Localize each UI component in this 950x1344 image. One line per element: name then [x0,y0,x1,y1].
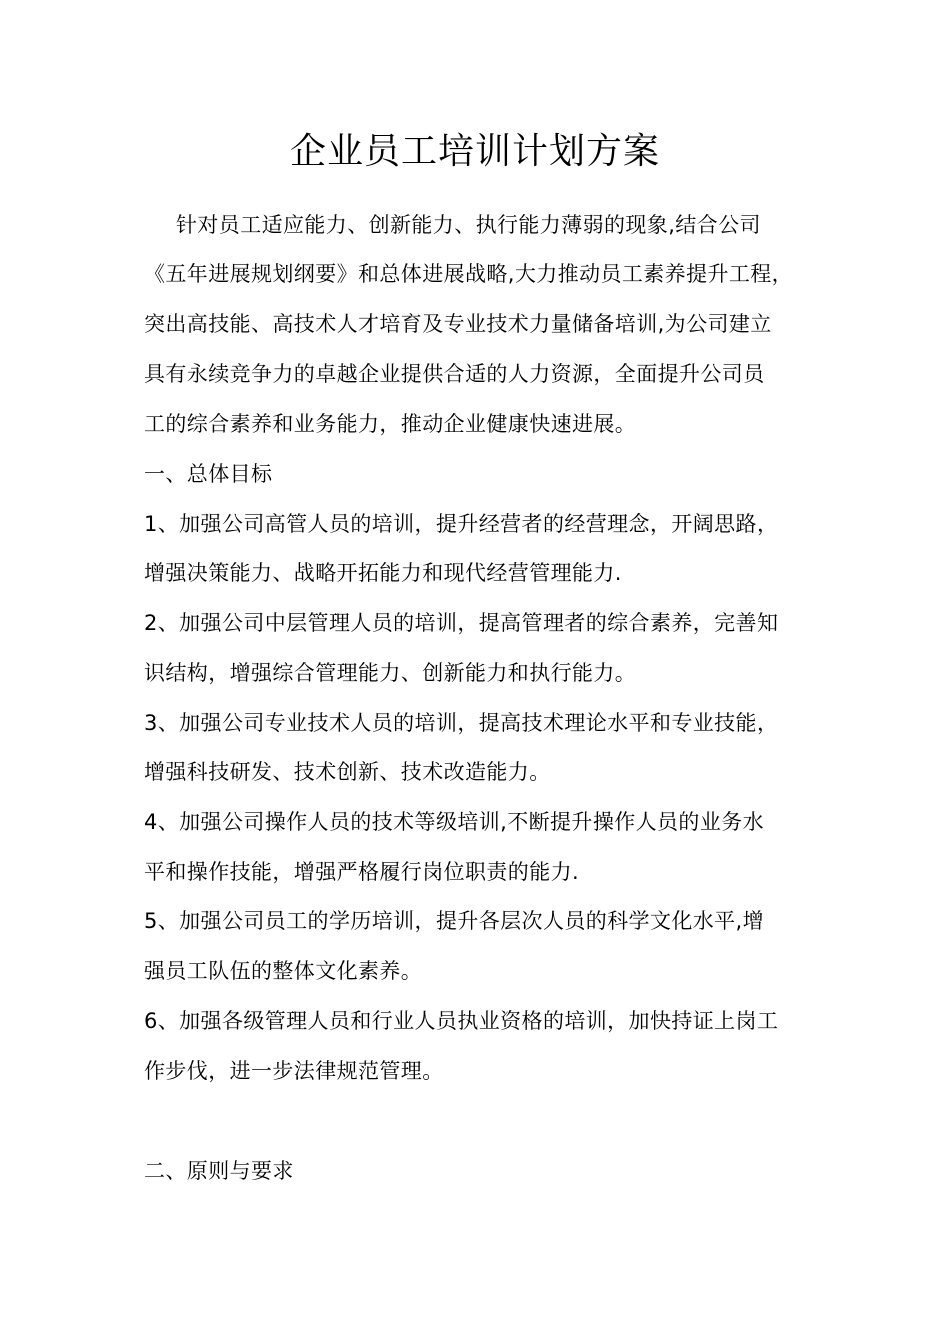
goal-3-line-2: 增强科技研发、技术创新、技术改造能力。 [144,760,551,784]
goal-3-line-1: 3、加强公司专业技术人员的培训，提高技术理论水平和专业技能， [144,711,779,735]
goal-4-line-1: 4、加强公司操作人员的技术等级培训,不断提升操作人员的业务水 [144,810,765,834]
goal-5-line-2: 强员工队伍的整体文化素养。 [144,959,423,983]
goal-2-line-1: 2、加强公司中层管理人员的培训，提高管理者的综合素养，完善知 [144,611,779,635]
goal-6-line-2: 作步伐，进一步法律规范管理。 [144,1059,444,1083]
section-heading-goals: 一、总体目标 [144,462,273,486]
goal-4-line-2: 平和操作技能，增强严格履行岗位职责的能力. [144,860,580,884]
intro-line-4: 具有永续竞争力的卓越企业提供合适的人力资源，全面提升公司员 [144,362,765,386]
intro-line-2: 《五年进展规划纲要》和总体进展战略,大力推动员工素养提升工程， [144,262,794,286]
intro-line-1: 针对员工适应能力、创新能力、执行能力薄弱的现象,结合公司 [176,213,761,237]
intro-line-3: 突出高技能、高技术人才培育及专业技术力量储备培训,为公司建立 [144,312,772,336]
intro-line-5: 工的综合素养和业务能力，推动企业健康快速进展。 [144,412,637,436]
goal-1-line-2: 增强决策能力、战略开拓能力和现代经营管理能力. [144,561,622,585]
goal-2-line-2: 识结构，增强综合管理能力、创新能力和执行能力。 [144,661,637,685]
document-title: 企业员工培训计划方案 [289,131,660,172]
goal-5-line-1: 5、加强公司员工的学历培训，提升各层次人员的科学文化水平,增 [144,909,765,933]
goal-6-line-1: 6、加强各级管理人员和行业人员执业资格的培训，加快持证上岗工 [144,1009,779,1033]
section-heading-principles: 二、原则与要求 [144,1159,294,1183]
goal-1-line-1: 1、加强公司高管人员的培训，提升经营者的经营理念，开阔思路， [144,512,779,536]
